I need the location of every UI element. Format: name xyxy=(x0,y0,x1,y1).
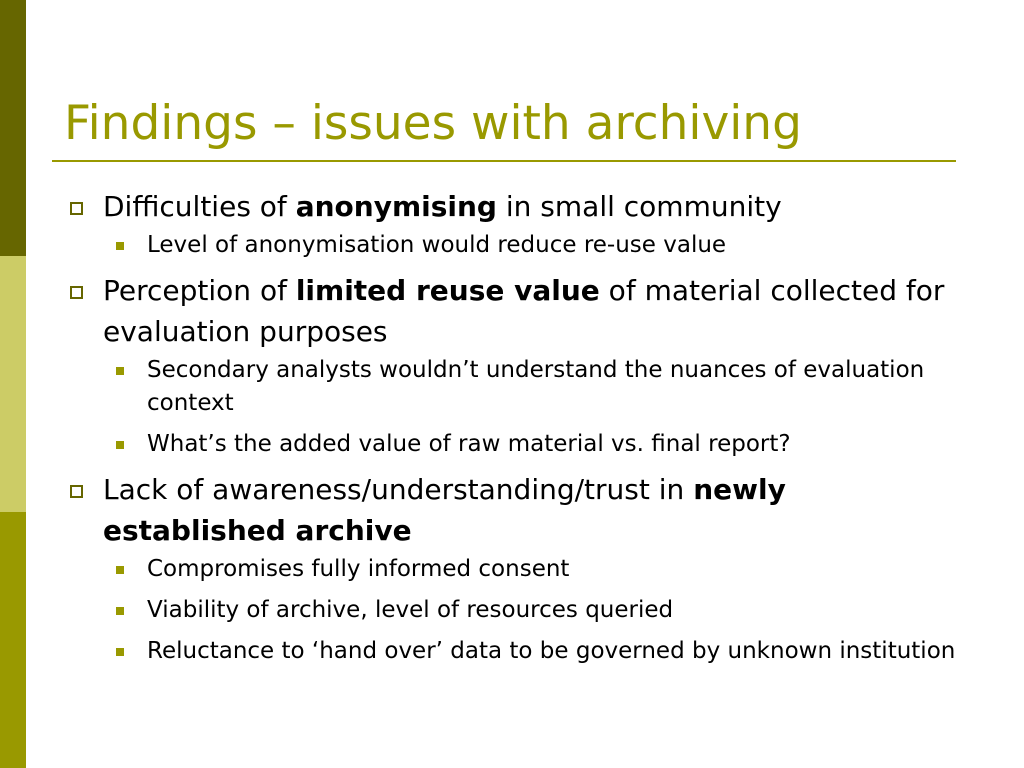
filled-square-bullet-icon xyxy=(116,367,124,375)
side-band-top xyxy=(0,0,26,256)
sub-bullet-item xyxy=(60,229,960,262)
bullet-emphasis: anonymising xyxy=(295,190,497,223)
bullet-text: Lack of awareness/understanding/trust in xyxy=(103,473,694,506)
bullet-item xyxy=(60,469,960,551)
filled-square-bullet-icon xyxy=(116,441,124,449)
filled-square-bullet-icon xyxy=(116,242,124,250)
sub-bullet-text: Reluctance to ‘hand over’ data to be governed by unknown institution xyxy=(147,638,956,664)
bullet-text: of material collected for evaluation purposes xyxy=(103,274,945,348)
sub-bullet-list xyxy=(60,354,960,461)
sub-bullet-item xyxy=(60,428,960,461)
filled-square-bullet-icon xyxy=(116,607,124,615)
side-band-bottom xyxy=(0,512,26,768)
sub-bullet-list xyxy=(60,229,960,262)
bullet-text: Difficulties of xyxy=(103,190,296,223)
bullet-text: Perception of xyxy=(103,274,296,307)
bullet-item xyxy=(60,270,960,352)
sub-bullet-text: Viability of archive, level of resources queried xyxy=(147,597,674,623)
slide-title: Findings – issues with archiving xyxy=(64,96,802,151)
sub-bullet-item xyxy=(60,635,960,668)
sub-bullet-list xyxy=(60,553,960,668)
sub-bullet-item xyxy=(60,553,960,586)
bullet-emphasis: limited reuse value xyxy=(295,274,600,307)
sub-bullet-text: Compromises fully informed consent xyxy=(147,556,570,582)
bullet-item xyxy=(60,186,960,227)
hollow-square-bullet-icon xyxy=(70,485,83,498)
hollow-square-bullet-icon xyxy=(70,202,83,215)
bullet-emphasis: newly established archive xyxy=(103,473,786,547)
bullet-list xyxy=(60,186,960,676)
filled-square-bullet-icon xyxy=(116,648,124,656)
filled-square-bullet-icon xyxy=(116,566,124,574)
side-band-middle xyxy=(0,256,26,512)
sub-bullet-item xyxy=(60,594,960,627)
sub-bullet-text: Level of anonymisation would reduce re-use value xyxy=(147,232,727,258)
sub-bullet-text: What’s the added value of raw material vs. final report? xyxy=(147,431,791,457)
hollow-square-bullet-icon xyxy=(70,286,83,299)
bullet-text: in small community xyxy=(496,190,782,223)
sub-bullet-text: Secondary analysts wouldn’t understand the nuances of evaluation context xyxy=(147,357,925,416)
sub-bullet-item xyxy=(60,354,960,420)
title-divider xyxy=(52,160,956,162)
